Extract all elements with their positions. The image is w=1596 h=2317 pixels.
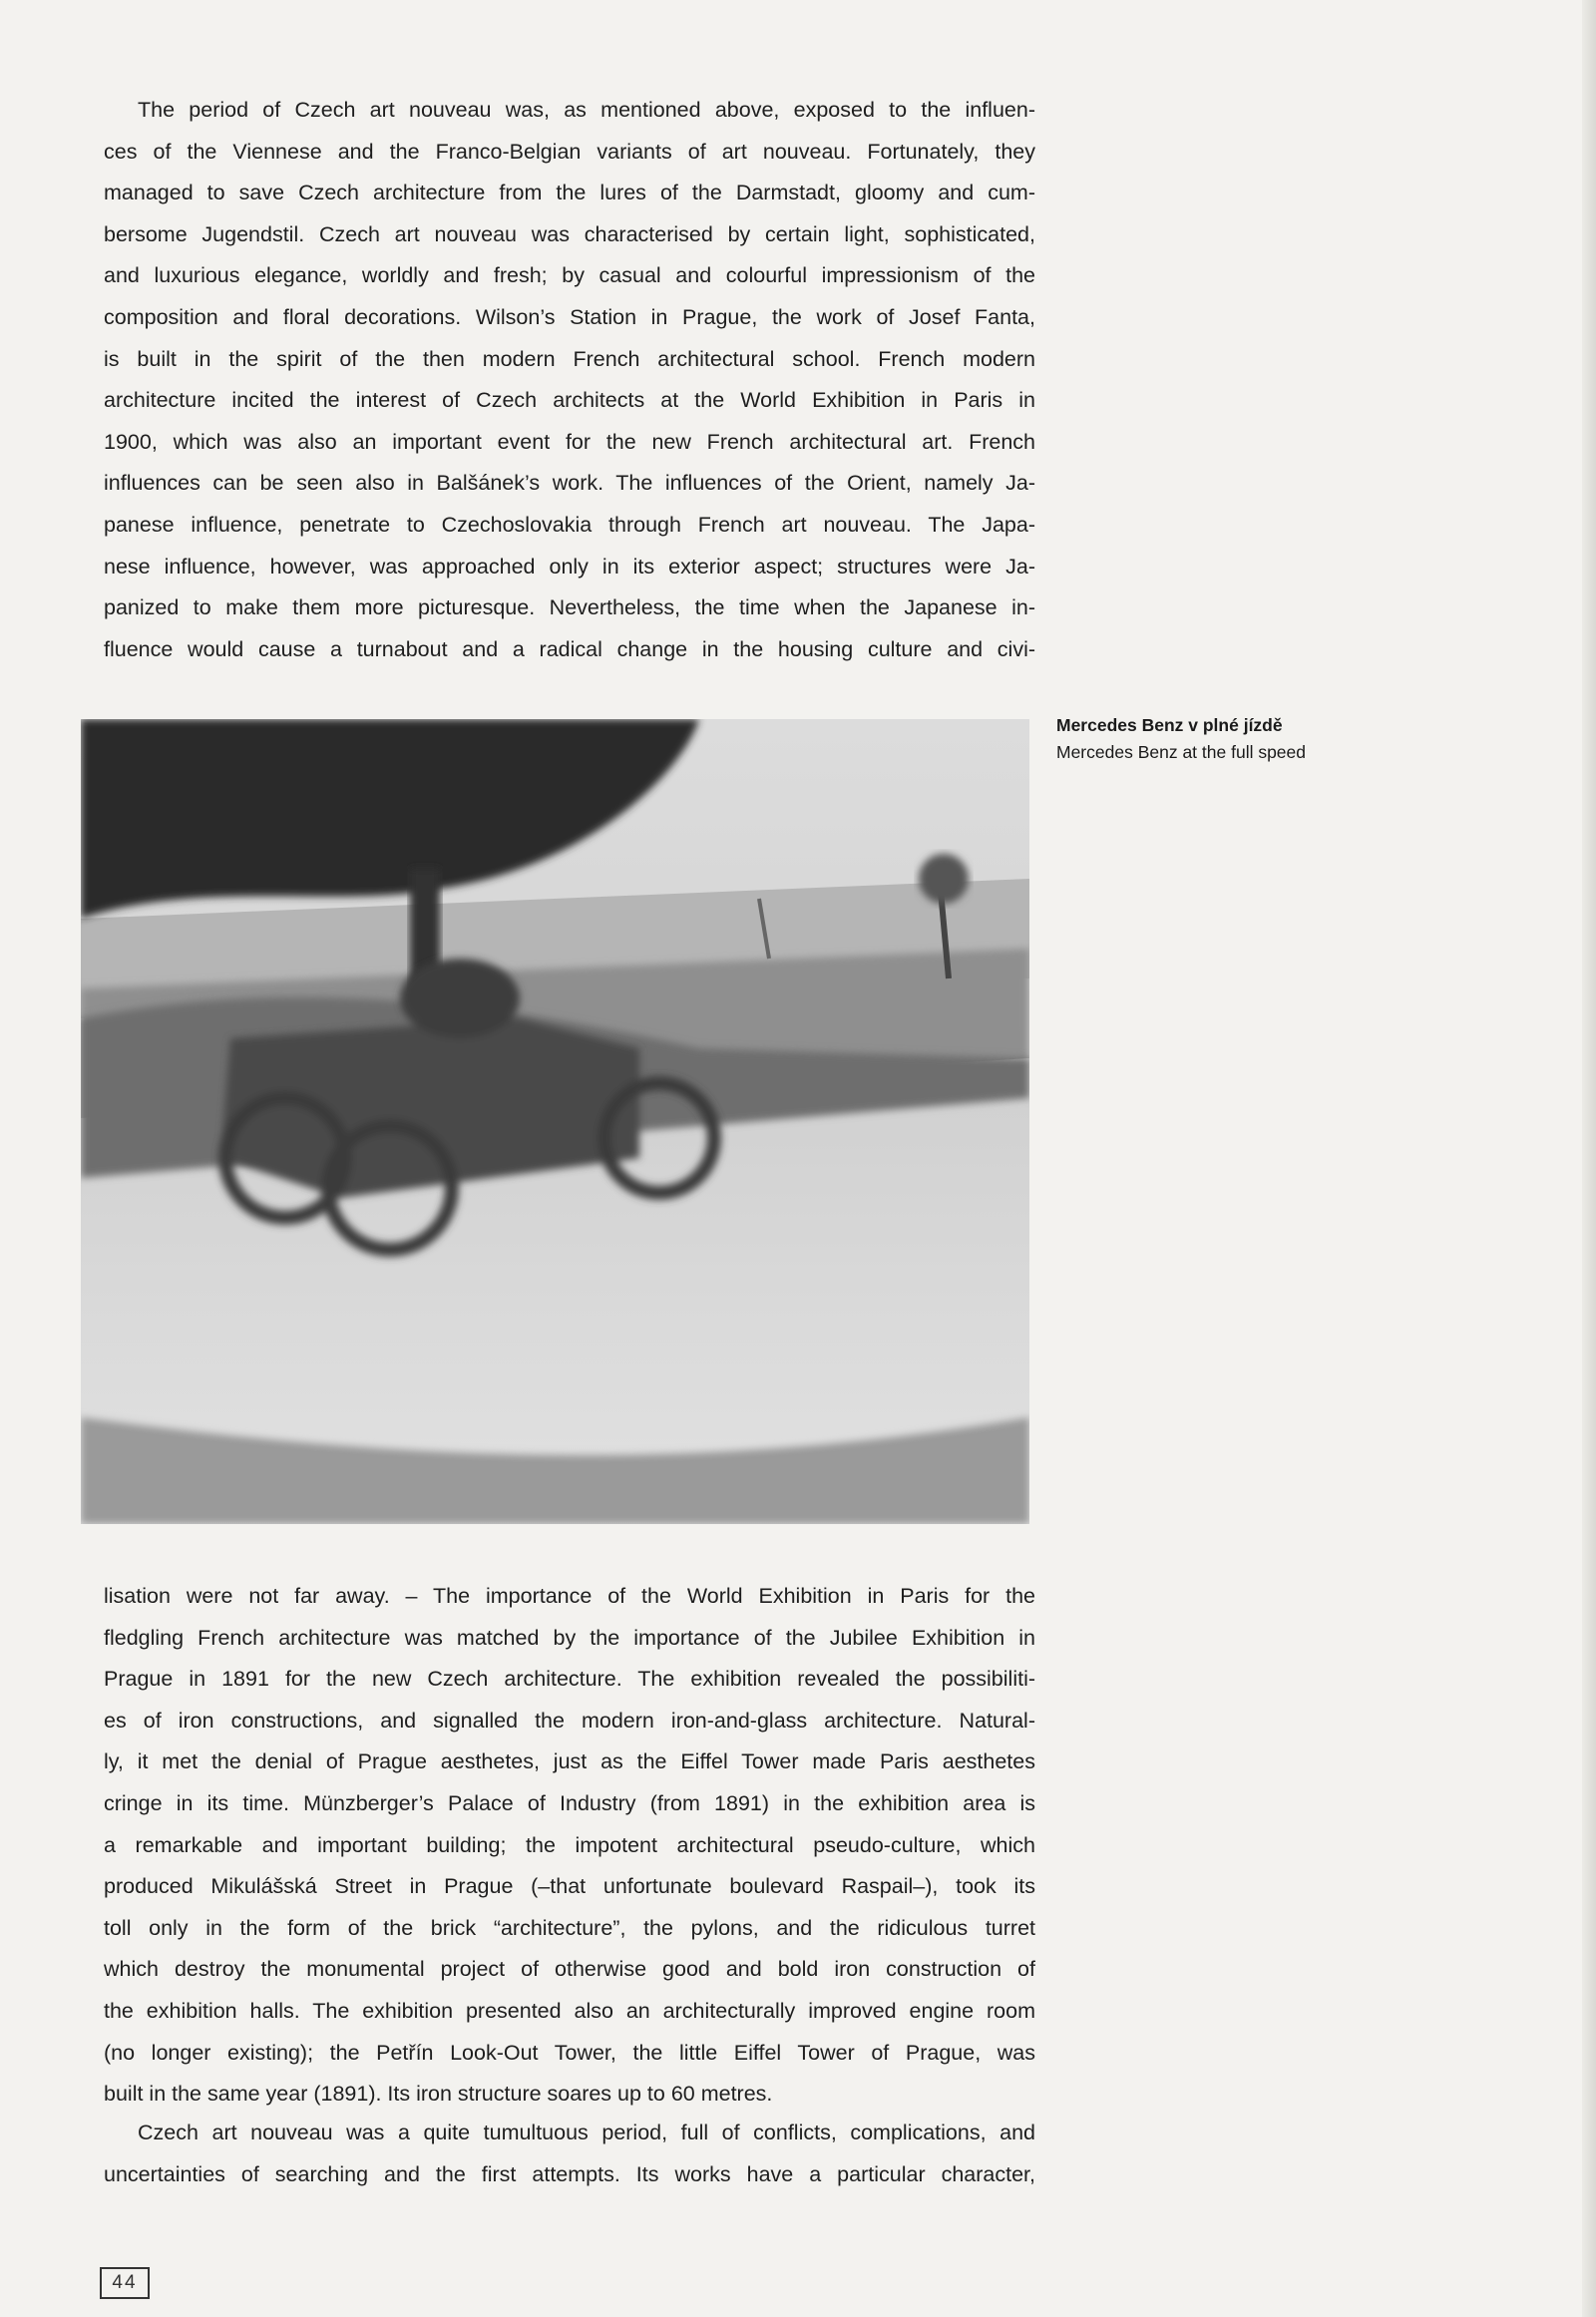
paragraph-1-continued	[104, 1576, 1035, 2116]
text-line: managed to save Czech architecture from the lures of the Darmstadt, gloomy and cum-	[104, 181, 1035, 205]
text-line: panized to make them more picturesque. Nevertheless, the time when the Japanese in-	[104, 595, 1035, 620]
photo-caption	[1056, 712, 1306, 766]
text-line: composition and floral decorations. Wilson’s Station in Prague, the work of Josef Fanta,	[104, 304, 1035, 329]
text-line: nese influence, however, was approached only in its exterior aspect; structures were Ja-	[104, 554, 1035, 579]
text-line: a remarkable and important building; the impotent architectural pseudo-culture, which	[104, 1832, 1035, 1857]
text-line: 1900, which was also an important event for the new French architectural art. French	[104, 429, 1035, 454]
text-line: lisation were not far away. – The importance of the World Exhibition in Paris for the	[104, 1584, 1035, 1608]
text-line: bersome Jugendstil. Czech art nouveau was characterised by certain light, sophisticated,	[104, 221, 1035, 246]
page-edge	[1582, 0, 1596, 2317]
text-line: Prague in 1891 for the new Czech architecture. The exhibition revealed the possibiliti-	[104, 1667, 1035, 1692]
text-line: panese influence, penetrate to Czechoslovakia through French art nouveau. The Japa-	[104, 512, 1035, 537]
text-line: the exhibition halls. The exhibition presented also an architecturally improved engine room	[104, 1998, 1035, 2023]
photo-mercedes-benz	[81, 719, 1029, 1524]
text-line: es of iron constructions, and signalled the modern iron-and-glass architecture. Natural-	[104, 1708, 1035, 1733]
text-line: cringe in its time. Münzberger’s Palace of Industry (from 1891) in the exhibition area is	[104, 1790, 1035, 1815]
text-line: built in the same year (1891). Its iron structure soares up to 60 metres.	[104, 2082, 773, 2107]
text-line: uncertainties of searching and the first attempts. Its works have a particular character,	[104, 2161, 1035, 2186]
text-line: influences can be seen also in Balšánek’s work. The influences of the Orient, namely Ja-	[104, 471, 1035, 496]
text-line: ces of the Viennese and the Franco-Belgian variants of art nouveau. Fortunately, they	[104, 139, 1035, 164]
paragraph-1	[104, 90, 1035, 670]
text-line: is built in the spirit of the then modern French architectural school. French modern	[104, 346, 1035, 371]
text-line: fluence would cause a turnabout and a radical change in the housing culture and civi-	[104, 636, 1035, 661]
text-line: The period of Czech art nouveau was, as mentioned above, exposed to the influen-	[138, 98, 1035, 122]
text-line: Czech art nouveau was a quite tumultuous period, full of conflicts, complications, and	[138, 2121, 1035, 2144]
text-line: architecture incited the interest of Czech architects at the World Exhibition in Paris in	[104, 388, 1035, 413]
text-line: and luxurious elegance, worldly and fresh; by casual and colourful impressionism of the	[104, 263, 1035, 288]
text-line: produced Mikulášská Street in Prague (–that unfortunate boulevard Raspail–), took its	[104, 1874, 1035, 1899]
text-line: (no longer existing); the Petřín Look-Out Tower, the little Eiffel Tower of Prague, was	[104, 2040, 1035, 2065]
page-number: 44	[100, 2267, 150, 2299]
text-line: ly, it met the denial of Prague aesthetes, just as the Eiffel Tower made Paris aesthetes	[104, 1749, 1035, 1774]
caption-czech: Mercedes Benz v plné jízdě	[1056, 715, 1283, 735]
text-line: toll only in the form of the brick “architecture”, the pylons, and the ridiculous turret	[104, 1915, 1035, 1940]
text-line: fledgling French architecture was matched by the importance of the Jubilee Exhibition in	[104, 1625, 1035, 1650]
caption-english: Mercedes Benz at the full speed	[1056, 742, 1307, 762]
paragraph-2	[104, 2113, 1035, 2195]
text-line: which destroy the monumental project of otherwise good and bold iron construction of	[104, 1957, 1035, 1982]
